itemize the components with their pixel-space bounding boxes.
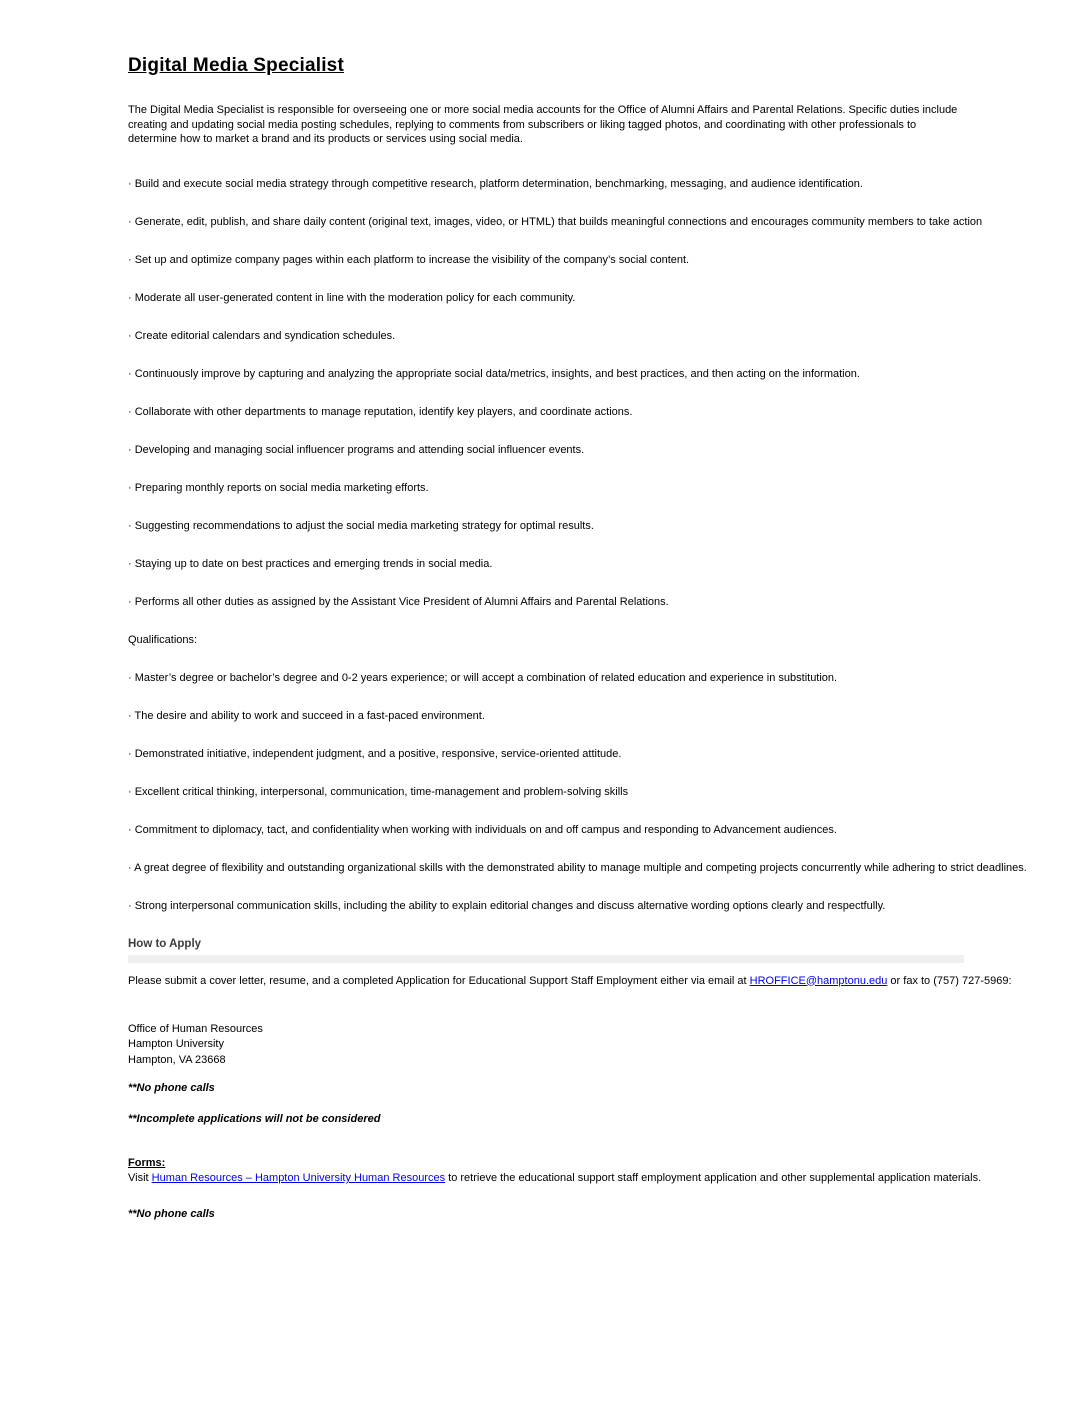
hr-email-link[interactable]: HROFFICE@hamptonu.edu: [749, 974, 888, 987]
page-title: Digital Media Specialist: [128, 55, 344, 76]
duty-item: · Suggesting recommendations to adjust the social media marketing strategy for optimal results.: [128, 519, 594, 532]
qualification-item: · Demonstrated initiative, independent judgment, and a positive, responsive, service-oriented attitude.: [128, 747, 622, 760]
address-line: Office of Human Resources: [128, 1022, 263, 1035]
address-line: Hampton University: [128, 1038, 224, 1050]
qualification-item: · The desire and ability to work and succeed in a fast-paced environment.: [128, 709, 485, 722]
duty-item: · Set up and optimize company pages within each platform to increase the visibility of the company’s social content.: [128, 253, 690, 266]
hr-website-link[interactable]: Human Resources – Hampton University Human Resources: [151, 1172, 446, 1184]
qualifications-heading: Qualifications:: [128, 633, 198, 646]
intro-paragraph: The Digital Media Specialist is responsible for overseeing one or more social media accounts for the Office of Alumni Affairs and Parental Relations. Specific duties include creating and updating social media posting schedules, replying to comments from subscribers or liking tagged photos, and coordinating with other professionals to determine how to market a brand and its products or services using social media.: [128, 104, 958, 145]
note-incomplete-applications: **Incomplete applications will not be considered: [128, 1113, 381, 1125]
address-block: [128, 1022, 964, 1069]
qualification-item: · Commitment to diplomacy, tact, and confidentiality when working with individuals on and off campus and responding to Advancement audiences.: [128, 823, 837, 836]
note-no-phone-bottom: **No phone calls: [128, 1208, 215, 1220]
duty-item: · Collaborate with other departments to manage reputation, identify key players, and coordinate actions.: [128, 405, 633, 418]
duty-item: · Preparing monthly reports on social media marketing efforts.: [128, 481, 429, 494]
forms-text-before: Visit: [128, 1172, 152, 1184]
qualification-item: · Strong interpersonal communication skills, including the ability to explain editorial changes and discuss alternative wording options clearly and respectfully.: [128, 899, 886, 912]
forms-paragraph: [128, 1171, 982, 1185]
duty-item: · Continuously improve by capturing and analyzing the appropriate social data/metrics, insights, and best practices, and then acting on the information.: [128, 367, 860, 380]
address-line: Hampton, VA 23668: [128, 1053, 226, 1066]
forms-text-after: to retrieve the educational support staff employment application and other supplemental application materials.: [445, 1172, 982, 1184]
how-to-apply-heading: How to Apply: [128, 937, 202, 950]
forms-heading: Forms:: [128, 1157, 166, 1169]
apply-paragraph: [128, 974, 1012, 988]
duty-item: · Performs all other duties as assigned by the Assistant Vice President of Alumni Affairs and Parental Relations.: [128, 595, 669, 608]
duty-item: · Staying up to date on best practices and emerging trends in social media.: [128, 557, 493, 570]
duties-list: [128, 177, 983, 609]
heading-shading-bar: [128, 955, 964, 963]
qualifications-list: [128, 671, 1027, 913]
duty-item: · Moderate all user-generated content in line with the moderation policy for each community.: [128, 291, 576, 304]
qualification-item: · Excellent critical thinking, interpersonal, communication, time-management and problem-solving skills: [128, 785, 629, 798]
qualification-item: · Master’s degree or bachelor’s degree and 0-2 years experience; or will accept a combination of related education and experience in substitution.: [128, 671, 838, 684]
qualification-item: · A great degree of flexibility and outstanding organizational skills with the demonstrated ability to manage multiple and competing projects concurrently while adhering to strict deadlines.: [128, 861, 1027, 874]
duty-item: · Create editorial calendars and syndication schedules.: [128, 329, 396, 342]
apply-text-before: Please submit a cover letter, resume, and a completed Application for Educational Support Staff Employment either via email at: [128, 974, 750, 987]
duty-item: · Generate, edit, publish, and share daily content (original text, images, video, or HTML) that builds meaningful connections and encourages community members to take action: [128, 215, 983, 228]
duty-item: · Developing and managing social influencer programs and attending social influencer events.: [128, 443, 585, 456]
duty-item: · Build and execute social media strategy through competitive research, platform determination, benchmarking, messaging, and audience identification.: [128, 177, 863, 190]
apply-text-after: or fax to (757) 727-5969:: [887, 974, 1012, 987]
note-no-phone: **No phone calls: [128, 1082, 215, 1094]
